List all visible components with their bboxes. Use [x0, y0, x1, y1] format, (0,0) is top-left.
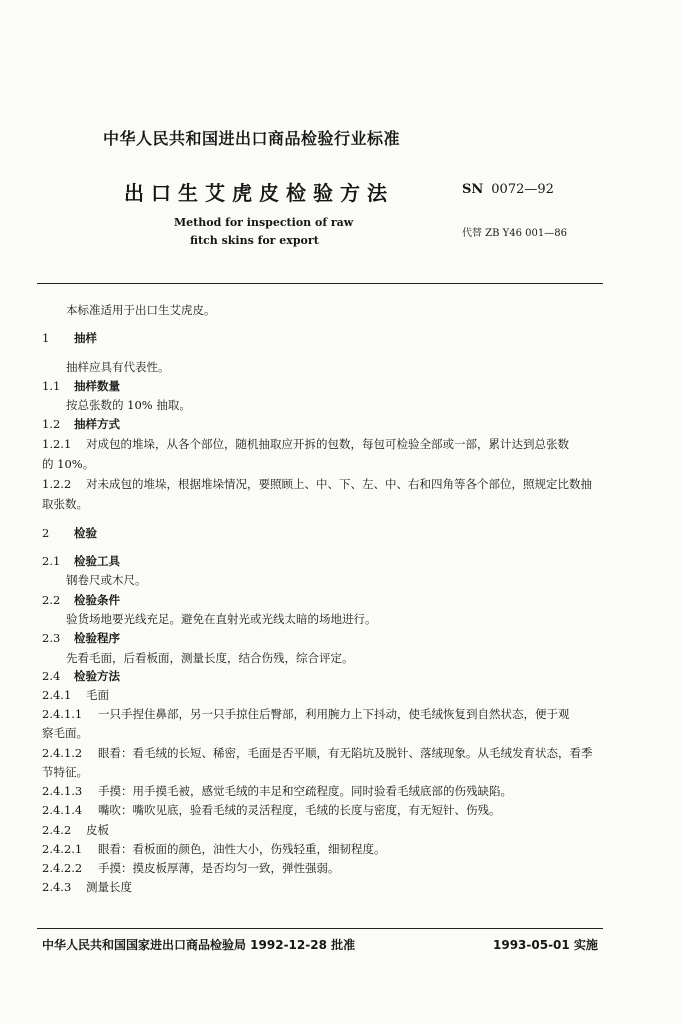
header-divider [37, 283, 603, 284]
section-number: 2 [42, 526, 50, 540]
english-title-line-1: Method for inspection of raw [174, 216, 354, 229]
footer-divider [37, 928, 603, 929]
clause-text: 手摸：用手摸毛被，感觉毛绒的丰足和空疏程度。同时验看毛绒底部的伤残缺陷。 [98, 784, 512, 798]
clause-title: 毛面 [86, 688, 109, 702]
clause-number: 2.2 [42, 593, 61, 607]
clause-2-4-heading [42, 668, 120, 684]
clause-1-2-1 [42, 436, 569, 452]
clause-1-2-1-continuation: 的 10%。 [42, 457, 95, 471]
document-title: 出口生艾虎皮检验方法 [124, 181, 394, 205]
clause-title: 皮板 [86, 823, 109, 837]
paragraph: 先看毛面，后看板面，测量长度，结合伤残，综合评定。 [66, 651, 354, 665]
section-number: 1 [42, 331, 50, 345]
clause-1-2-heading [42, 416, 120, 432]
clause-number: 2.4.1.2 [42, 746, 83, 760]
clause-number: 2.4.2.2 [42, 861, 83, 875]
approval-line: 中华人民共和国国家进出口商品检验局 1992-12-28 批准 [42, 938, 356, 952]
clause-text: 对成包的堆垛，从各个部位，随机抽取应开拆的包数，每包可检验全部或一部，累计达到总张数 [86, 437, 569, 451]
clause-title: 检验方法 [74, 669, 120, 683]
clause-2-4-2-1 [42, 841, 386, 857]
replaces-note: 代替 ZB Y46 001—86 [462, 228, 567, 239]
clause-2-4-1-heading [42, 687, 109, 703]
clause-number: 2.4.1.4 [42, 803, 83, 817]
clause-2-3-heading [42, 630, 120, 646]
standard-number-value: 0072—92 [491, 182, 554, 197]
clause-title: 测量长度 [86, 880, 132, 894]
scope-statement: 本标准适用于出口生艾虎皮。 [66, 303, 216, 317]
clause-text: 手摸：摸皮板厚薄，是否均匀一致，弹性强弱。 [98, 861, 340, 875]
clause-number: 2.4.1 [42, 688, 72, 702]
clause-1-2-2 [42, 476, 592, 492]
clause-number: 2.4.2.1 [42, 842, 83, 856]
clause-number: 2.1 [42, 554, 61, 568]
clause-number: 1.2.1 [42, 437, 72, 451]
clause-title: 抽样数量 [74, 379, 120, 393]
clause-text: 眼看：看毛绒的长短、稀密，毛面是否平顺，有无陷坑及脱针、落绒现象。从毛绒发育状态，看季 [98, 746, 593, 760]
clause-text: 嘴吹：嘴吹见底，验看毛绒的灵活程度，毛绒的长度与密度，有无短针、伤残。 [98, 803, 501, 817]
clause-1-2-2-continuation: 取张数。 [42, 497, 88, 511]
clause-2-1-heading [42, 553, 120, 569]
clause-text: 对未成包的堆垛，根据堆垛情况，要照顾上、中、下、左、中、右和四角等各个部位，照规定比数抽 [86, 477, 592, 491]
clause-title: 检验条件 [74, 593, 120, 607]
standard-number [462, 182, 554, 197]
paragraph: 钢卷尺或木尺。 [66, 573, 147, 587]
clause-text: 一只手捏住鼻部，另一只手掠住后臀部，利用腕力上下抖动，使毛绒恢复到自然状态，便于观 [98, 707, 570, 721]
clause-title: 抽样方式 [74, 417, 120, 431]
standard-code: SN [462, 182, 484, 197]
clause-number: 2.4.1.1 [42, 707, 83, 721]
clause-2-4-1-4 [42, 802, 501, 818]
clause-title: 检验工具 [74, 554, 120, 568]
section-2-heading [42, 525, 97, 541]
clause-2-4-1-1 [42, 706, 570, 722]
clause-number: 2.4.2 [42, 823, 72, 837]
clause-1-1-heading [42, 378, 120, 394]
clause-2-2-heading [42, 592, 120, 608]
clause-2-4-1-1-continuation: 察毛面。 [42, 726, 88, 740]
clause-2-4-1-2-continuation: 节特征。 [42, 765, 88, 779]
effective-date: 1993-05-01 实施 [493, 938, 598, 952]
section-title: 检验 [74, 526, 97, 540]
clause-number: 2.4.1.3 [42, 784, 83, 798]
clause-number: 2.4.3 [42, 880, 72, 894]
clause-number: 1.2.2 [42, 477, 72, 491]
paragraph: 抽样应具有代表性。 [66, 360, 170, 374]
clause-text: 眼看：看板面的颜色，油性大小，伤残轻重，细韧程度。 [98, 842, 386, 856]
issuing-authority: 中华人民共和国进出口商品检验行业标准 [103, 129, 401, 148]
english-title-line-2: fitch skins for export [190, 234, 319, 247]
clause-2-4-1-2 [42, 745, 593, 761]
clause-2-4-2-heading [42, 822, 109, 838]
clause-2-4-2-2 [42, 860, 340, 876]
clause-title: 检验程序 [74, 631, 120, 645]
section-title: 抽样 [74, 331, 97, 345]
clause-2-4-1-3 [42, 783, 512, 799]
clause-2-4-3-heading [42, 879, 132, 895]
clause-number: 1.2 [42, 417, 61, 431]
paragraph: 按总张数的 10% 抽取。 [66, 398, 191, 412]
clause-number: 2.3 [42, 631, 61, 645]
clause-number: 1.1 [42, 379, 61, 393]
paragraph: 验货场地要光线充足。避免在直射光或光线太暗的场地进行。 [66, 612, 377, 626]
clause-number: 2.4 [42, 669, 61, 683]
section-1-heading [42, 330, 97, 346]
